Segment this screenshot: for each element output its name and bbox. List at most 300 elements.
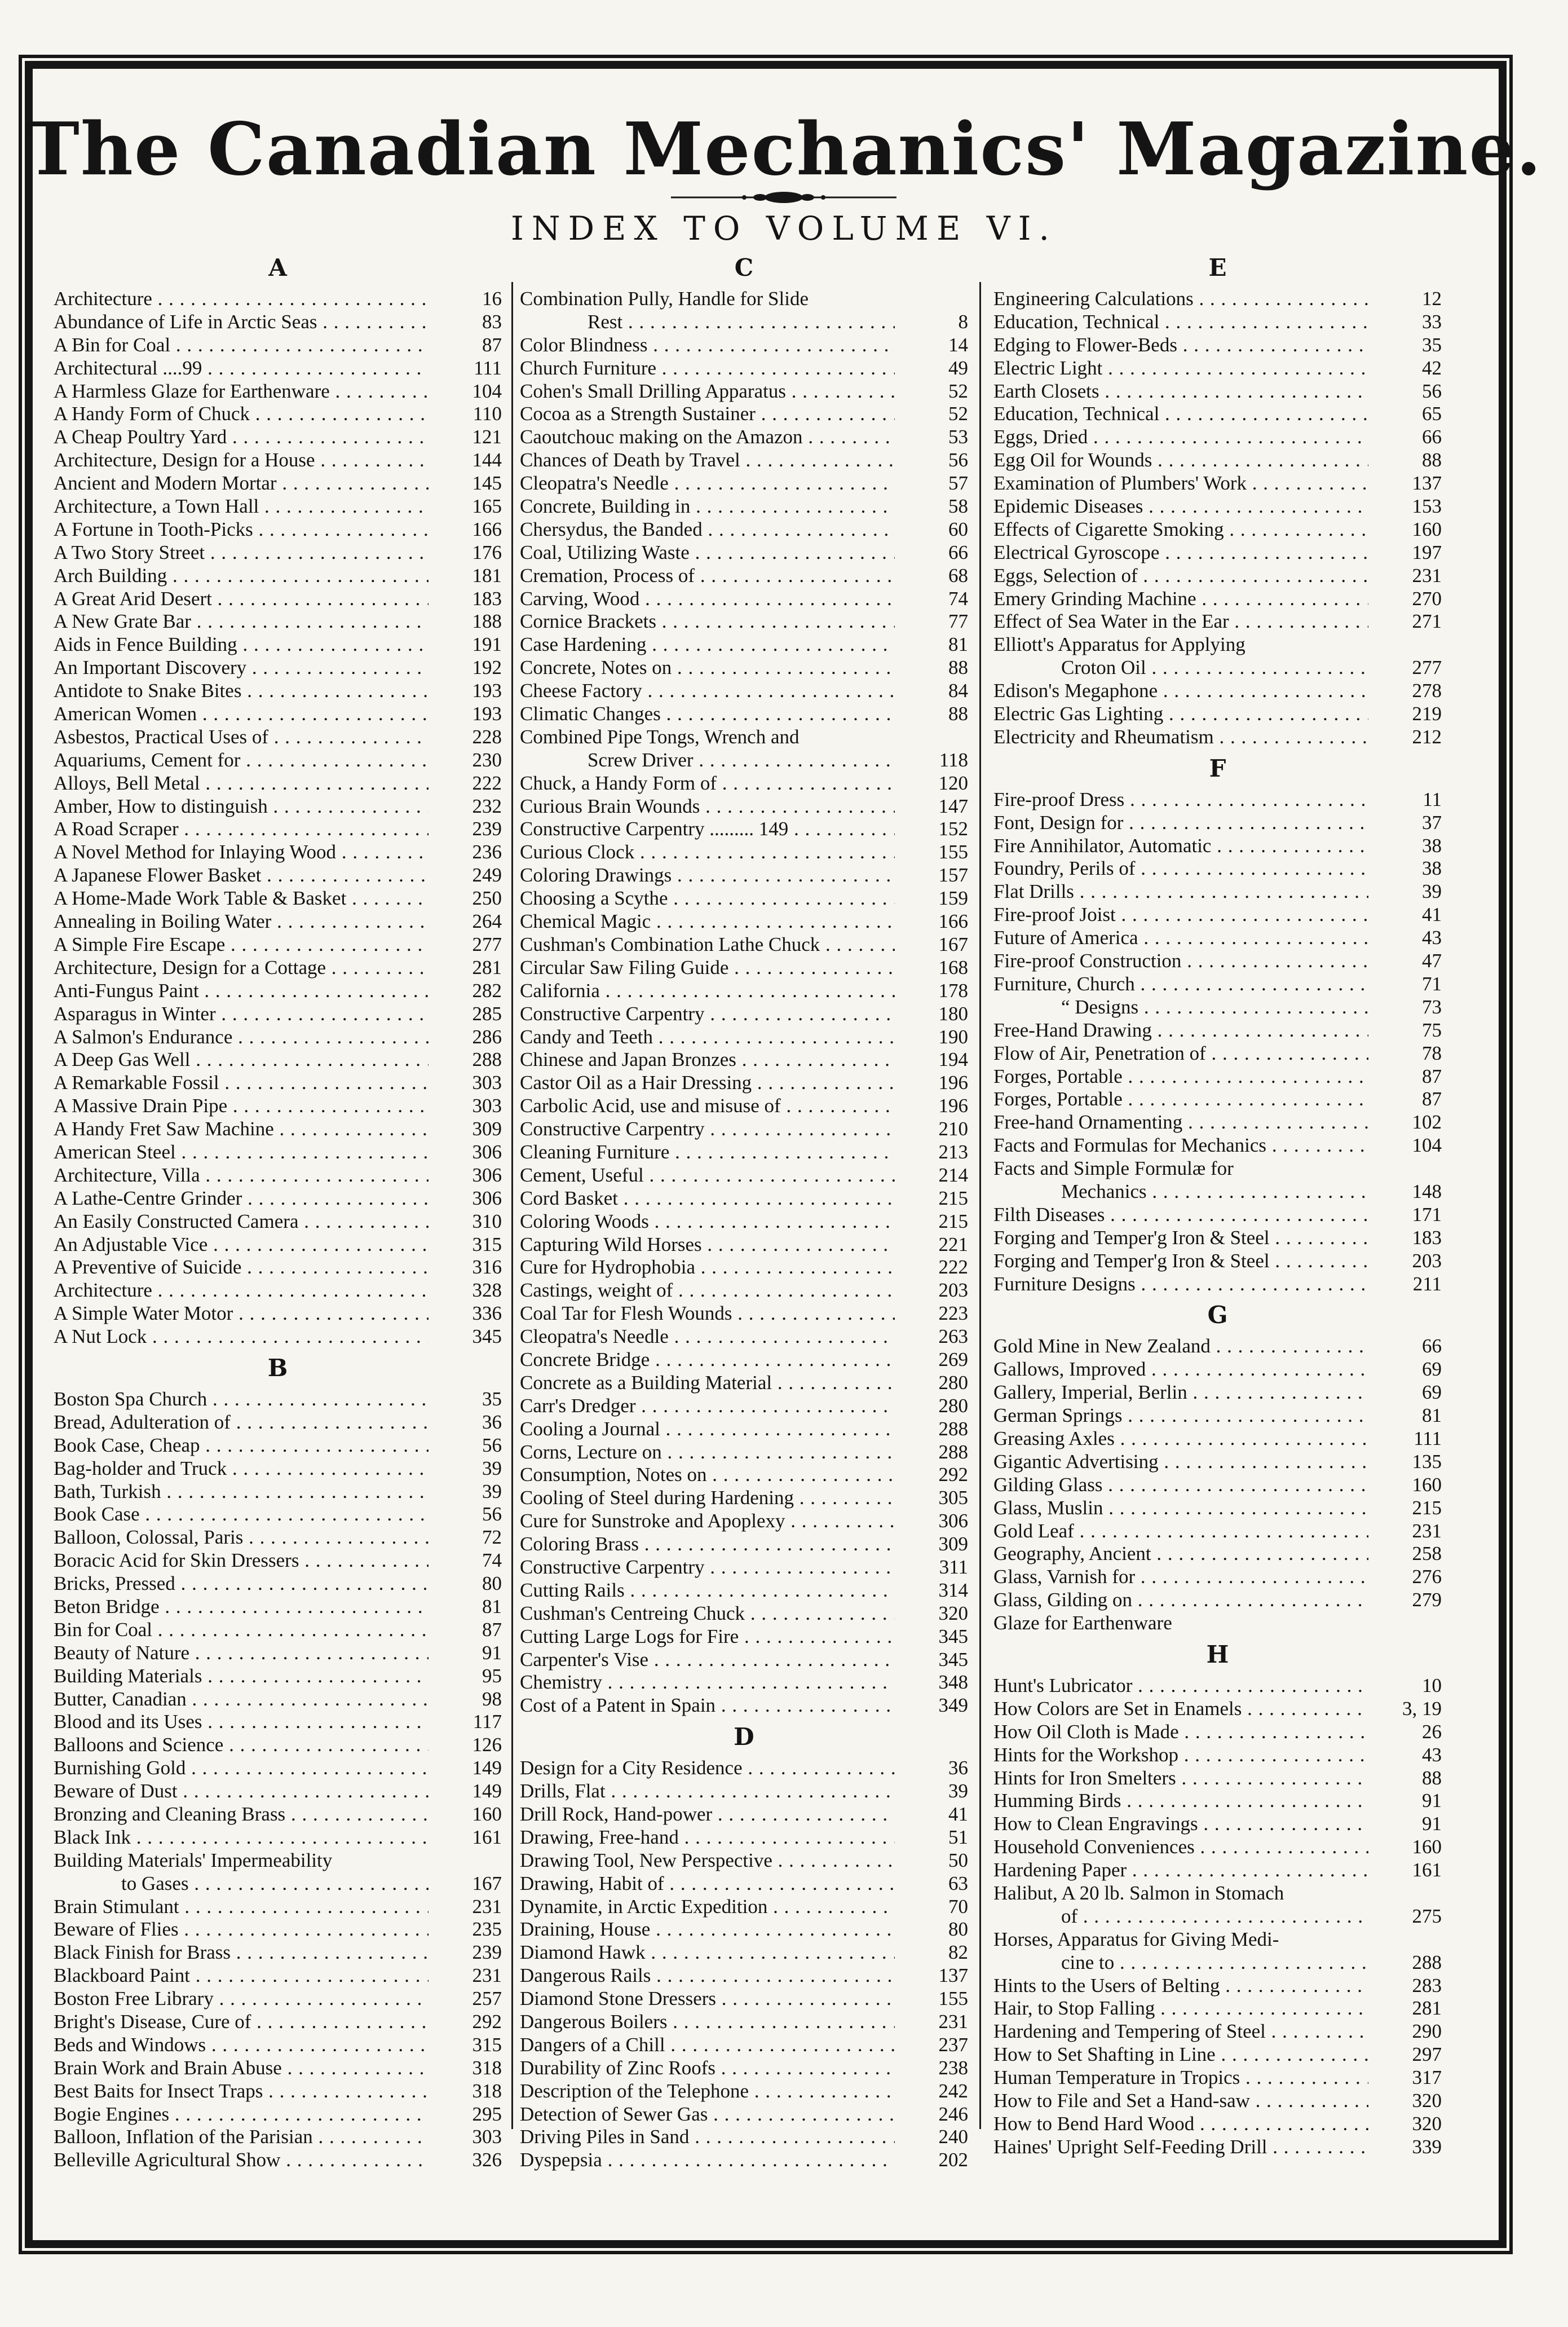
entry-title: How to Set Shafting in Line . . . bbox=[993, 2043, 1368, 2066]
entry-page-number: 10 bbox=[1422, 1674, 1442, 1696]
index-entry bbox=[520, 426, 968, 449]
index-entry bbox=[54, 380, 502, 403]
index-entry bbox=[993, 2113, 1442, 2136]
index-entry bbox=[993, 1975, 1442, 1998]
index-entry bbox=[54, 610, 502, 633]
entry-page-number: 36 bbox=[482, 1411, 502, 1433]
index-entry bbox=[520, 1372, 968, 1395]
entry-page-number: 98 bbox=[482, 1687, 502, 1710]
entry-page-number: 183 bbox=[472, 587, 502, 610]
entry-page-number: 285 bbox=[472, 1002, 502, 1025]
entry-page-number: 191 bbox=[472, 633, 502, 656]
entry-page-number: 160 bbox=[1412, 1473, 1442, 1496]
index-entry bbox=[993, 788, 1442, 812]
entry-title: Bin for Coal . . . bbox=[54, 1619, 429, 1642]
entry-title: Brain Stimulant . . . bbox=[54, 1896, 429, 1919]
entry-page-number: 167 bbox=[472, 1872, 502, 1894]
entry-title: Concrete as a Building Material . . . bbox=[520, 1372, 895, 1395]
index-entry bbox=[520, 1918, 968, 1941]
index-entry bbox=[520, 1072, 968, 1095]
index-entry bbox=[54, 2103, 502, 2126]
entry-title: Best Baits for Insect Traps . . . bbox=[54, 2080, 429, 2103]
entry-title: Architectural ....99 . . . bbox=[54, 357, 429, 380]
index-entry bbox=[520, 1233, 968, 1257]
index-entry bbox=[520, 1210, 968, 1233]
entry-page-number: 11 bbox=[1423, 788, 1442, 810]
entry-title: Chuck, a Handy Form of . . . bbox=[520, 772, 895, 795]
entry-title: Foundry, Perils of . . . bbox=[993, 857, 1368, 880]
entry-title: A Novel Method for Inlaying Wood . . . bbox=[54, 841, 429, 864]
entry-page-number: 69 bbox=[1422, 1381, 1442, 1404]
entry-title: cine to . . . bbox=[1061, 1951, 1368, 1975]
entry-title: Electric Light . . . bbox=[993, 357, 1368, 380]
entry-page-number: 135 bbox=[1412, 1450, 1442, 1473]
entry-page-number: 35 bbox=[482, 1387, 502, 1410]
entry-page-number: 193 bbox=[472, 703, 502, 725]
entry-page-number: 147 bbox=[938, 795, 968, 817]
entry-page-number: 203 bbox=[938, 1279, 968, 1302]
entry-title: Cement, Useful . . . bbox=[520, 1164, 895, 1187]
entry-page-number: 215 bbox=[938, 1187, 968, 1209]
index-entry bbox=[993, 996, 1442, 1019]
entry-title: How Colors are Set in Enamels . . . bbox=[993, 1698, 1368, 1721]
entry-title: A New Grate Bar . . . bbox=[54, 610, 429, 633]
entry-page-number: 320 bbox=[1412, 2090, 1442, 2112]
index-entry bbox=[520, 1780, 968, 1803]
entry-title: Electric Gas Lighting . . . bbox=[993, 703, 1368, 726]
entry-title: Furniture Designs . . . bbox=[993, 1273, 1368, 1296]
index-entry bbox=[520, 980, 968, 1003]
index-entry bbox=[54, 1411, 502, 1434]
entry-page-number: 63 bbox=[948, 1872, 968, 1894]
index-entry bbox=[520, 1279, 968, 1302]
entry-title: Chinese and Japan Bronzes . . . bbox=[520, 1048, 895, 1072]
entry-page-number: 237 bbox=[938, 2033, 968, 2056]
entry-title: Butter, Canadian . . . bbox=[54, 1688, 429, 1711]
entry-title: Fire-proof Construction . . . bbox=[993, 950, 1368, 973]
entry-page-number: 263 bbox=[938, 1325, 968, 1348]
index-entry bbox=[520, 2011, 968, 2034]
entry-page-number: 239 bbox=[472, 818, 502, 840]
entry-page-number: 210 bbox=[938, 1118, 968, 1140]
entry-page-number: 80 bbox=[482, 1572, 502, 1595]
entry-title: Alloys, Bell Metal . . . bbox=[54, 772, 429, 795]
index-entry bbox=[54, 2034, 502, 2057]
entry-title: Cleaning Furniture . . . bbox=[520, 1141, 895, 1164]
entry-page-number: 74 bbox=[482, 1549, 502, 1572]
entry-title: Cutting Rails . . . bbox=[520, 1579, 895, 1602]
index-entry bbox=[54, 334, 502, 357]
index-entry bbox=[993, 1698, 1442, 1721]
index-entry bbox=[993, 1859, 1442, 1882]
index-entry bbox=[993, 1882, 1442, 1905]
entry-title: Carr's Dredger . . . bbox=[520, 1395, 895, 1418]
entry-title: Flow of Air, Penetration of . . . bbox=[993, 1042, 1368, 1065]
entry-title: Hints for Iron Smelters . . . bbox=[993, 1767, 1368, 1790]
index-entry bbox=[520, 449, 968, 472]
entry-page-number: 95 bbox=[482, 1664, 502, 1687]
index-entry bbox=[54, 2149, 502, 2172]
index-entry bbox=[993, 403, 1442, 426]
entry-page-number: 42 bbox=[1422, 356, 1442, 379]
index-entry bbox=[520, 588, 968, 611]
entry-title: Hair, to Stop Falling . . . bbox=[993, 1997, 1368, 2020]
entry-title: Concrete, Notes on . . . bbox=[520, 656, 895, 680]
index-entry bbox=[520, 2103, 968, 2126]
index-entry bbox=[520, 1325, 968, 1348]
entry-title: Haines' Upright Self-Feeding Drill . . . bbox=[993, 2136, 1368, 2159]
index-entry bbox=[993, 311, 1442, 334]
entry-title: Constructive Carpentry . . . bbox=[520, 1556, 895, 1579]
index-entry bbox=[54, 1164, 502, 1187]
entry-page-number: 87 bbox=[482, 1618, 502, 1641]
entry-title: Glass, Gilding on . . . bbox=[993, 1589, 1368, 1612]
entry-page-number: 72 bbox=[482, 1526, 502, 1549]
index-entry bbox=[54, 1803, 502, 1826]
index-entry bbox=[993, 1905, 1442, 1928]
entry-title: Beton Bridge . . . bbox=[54, 1596, 429, 1619]
entry-title: Eggs, Selection of . . . bbox=[993, 565, 1368, 588]
entry-page-number: 283 bbox=[1412, 1974, 1442, 1997]
entry-page-number: 281 bbox=[1412, 1997, 1442, 2020]
entry-title: Concrete Bridge . . . bbox=[520, 1348, 895, 1372]
entry-title: Beware of Dust . . . bbox=[54, 1780, 429, 1803]
index-entry bbox=[54, 1964, 502, 1987]
index-entry bbox=[54, 472, 502, 495]
index-entry bbox=[520, 472, 968, 495]
entry-page-number: 232 bbox=[472, 795, 502, 817]
entry-title: Forging and Temper'g Iron & Steel . . . bbox=[993, 1227, 1368, 1250]
entry-title: Horses, Apparatus for Giving Medi- bbox=[993, 1928, 1279, 1950]
entry-title: Cremation, Process of . . . bbox=[520, 565, 895, 588]
entry-page-number: 120 bbox=[938, 772, 968, 794]
section-letter-c: C bbox=[734, 254, 754, 281]
index-entry bbox=[993, 1088, 1442, 1111]
entry-title: Coal, Utilizing Waste . . . bbox=[520, 541, 895, 565]
entry-title: Architecture, Design for a Cottage . . . bbox=[54, 957, 429, 980]
entry-title: Bag-holder and Truck . . . bbox=[54, 1457, 429, 1480]
entry-title: Curious Brain Wounds . . . bbox=[520, 795, 895, 818]
entry-title: Diamond Stone Dressers . . . bbox=[520, 1987, 895, 2011]
index-entry bbox=[993, 1358, 1442, 1381]
entry-page-number: 286 bbox=[472, 1025, 502, 1048]
index-entry bbox=[520, 864, 968, 887]
index-entry bbox=[54, 957, 502, 980]
entry-title: An Adjustable Vice . . . bbox=[54, 1233, 429, 1257]
index-entry bbox=[520, 1602, 968, 1625]
entry-title: Fire-proof Joist . . . bbox=[993, 904, 1368, 927]
entry-title: Aquariums, Cement for . . . bbox=[54, 749, 429, 772]
index-entry bbox=[54, 1118, 502, 1141]
index-entry bbox=[993, 518, 1442, 541]
entry-title: A Deep Gas Well . . . bbox=[54, 1048, 429, 1072]
entry-title: “ Designs . . . bbox=[1061, 996, 1368, 1019]
entry-title: Draining, House . . . bbox=[520, 1918, 895, 1941]
entry-title: Greasing Axles . . . bbox=[993, 1427, 1368, 1451]
entry-title: Cure for Hydrophobia . . . bbox=[520, 1256, 895, 1279]
entry-page-number: 280 bbox=[938, 1394, 968, 1417]
entry-title: Cushman's Combination Lathe Chuck . . . bbox=[520, 933, 895, 957]
index-entry bbox=[520, 518, 968, 541]
entry-page-number: 8 bbox=[958, 310, 968, 333]
entry-title: Chersydus, the Banded . . . bbox=[520, 518, 895, 541]
entry-page-number: 58 bbox=[948, 495, 968, 518]
entry-title: A Cheap Poultry Yard . . . bbox=[54, 426, 429, 449]
index-entry bbox=[993, 1134, 1442, 1157]
entry-page-number: 144 bbox=[472, 449, 502, 471]
index-entry bbox=[54, 1480, 502, 1504]
entry-title: Flat Drills . . . bbox=[993, 880, 1368, 904]
index-entry bbox=[54, 1572, 502, 1596]
index-entry bbox=[520, 841, 968, 864]
entry-page-number: 238 bbox=[938, 2056, 968, 2079]
entry-title: Diamond Hawk . . . bbox=[520, 1941, 895, 1964]
index-entry bbox=[993, 1042, 1442, 1065]
entry-title: Hardening Paper . . . bbox=[993, 1859, 1368, 1882]
entry-title: Gigantic Advertising . . . bbox=[993, 1451, 1368, 1474]
entry-title: Gilding Glass . . . bbox=[993, 1474, 1368, 1497]
index-entry bbox=[993, 1227, 1442, 1250]
entry-title: Abundance of Life in Arctic Seas . . . bbox=[54, 311, 429, 334]
entry-title: Cushman's Centreing Chuck . . . bbox=[520, 1602, 895, 1625]
index-entry bbox=[993, 1157, 1442, 1180]
index-entry bbox=[520, 1048, 968, 1072]
entry-page-number: 81 bbox=[1422, 1404, 1442, 1427]
entry-title: Balloons and Science . . . bbox=[54, 1734, 429, 1757]
entry-page-number: 56 bbox=[482, 1434, 502, 1456]
entry-title: Filth Diseases . . . bbox=[993, 1204, 1368, 1227]
index-entry bbox=[520, 541, 968, 565]
entry-page-number: 303 bbox=[472, 1095, 502, 1117]
index-entry bbox=[520, 1896, 968, 1919]
index-entry bbox=[54, 1987, 502, 2011]
entry-title: Hints to the Users of Belting . . . bbox=[993, 1975, 1368, 1998]
entry-page-number: 316 bbox=[472, 1256, 502, 1279]
entry-page-number: 203 bbox=[1412, 1249, 1442, 1272]
entry-title: A Two Story Street . . . bbox=[54, 541, 429, 565]
entry-title: Cooling of Steel during Hardening . . . bbox=[520, 1487, 895, 1510]
entry-page-number: 104 bbox=[1412, 1134, 1442, 1157]
entry-title: Candy and Teeth . . . bbox=[520, 1026, 895, 1049]
entry-page-number: 3, 19 bbox=[1402, 1697, 1442, 1720]
entry-page-number: 295 bbox=[472, 2103, 502, 2125]
index-entry bbox=[54, 1665, 502, 1688]
entry-page-number: 16 bbox=[482, 288, 502, 310]
index-entry bbox=[993, 726, 1442, 749]
entry-title: Human Temperature in Tropics . . . bbox=[993, 2066, 1368, 2090]
entry-page-number: 339 bbox=[1412, 2135, 1442, 2158]
entry-title: Cutting Large Logs for Fire . . . bbox=[520, 1625, 895, 1649]
index-entry bbox=[993, 1790, 1442, 1813]
entry-title: Screw Driver . . . bbox=[588, 749, 895, 772]
entry-page-number: 288 bbox=[938, 1417, 968, 1440]
entry-title: German Springs . . . bbox=[993, 1404, 1368, 1427]
entry-page-number: 66 bbox=[1422, 1335, 1442, 1358]
index-entry bbox=[520, 2057, 968, 2080]
entry-title: A Home-Made Work Table & Basket . . . bbox=[54, 887, 429, 910]
entry-title: American Steel . . . bbox=[54, 1141, 429, 1164]
entry-page-number: 168 bbox=[938, 956, 968, 979]
entry-title: Brain Work and Brain Abuse . . . bbox=[54, 2057, 429, 2080]
entry-page-number: 231 bbox=[472, 1895, 502, 1918]
index-entry bbox=[993, 1381, 1442, 1404]
entry-page-number: 183 bbox=[1412, 1226, 1442, 1249]
entry-title: Electrical Gyroscope . . . bbox=[993, 541, 1368, 565]
index-entry bbox=[520, 703, 968, 726]
entry-page-number: 242 bbox=[938, 2079, 968, 2102]
entry-page-number: 181 bbox=[472, 564, 502, 587]
entry-page-number: 230 bbox=[472, 748, 502, 771]
index-entry bbox=[520, 680, 968, 703]
entry-page-number: 80 bbox=[948, 1918, 968, 1941]
index-entry bbox=[520, 1510, 968, 1533]
entry-page-number: 52 bbox=[948, 380, 968, 402]
index-entry bbox=[520, 357, 968, 380]
entry-page-number: 202 bbox=[938, 2149, 968, 2171]
index-entry bbox=[54, 680, 502, 703]
entry-title: Bath, Turkish . . . bbox=[54, 1480, 429, 1504]
index-entry bbox=[54, 1141, 502, 1164]
entry-title: Book Case . . . bbox=[54, 1503, 429, 1526]
entry-title: A Handy Form of Chuck . . . bbox=[54, 403, 429, 426]
entry-page-number: 310 bbox=[472, 1210, 502, 1232]
entry-title: Croton Oil . . . bbox=[1061, 656, 1368, 680]
entry-page-number: 257 bbox=[472, 1987, 502, 2010]
entry-title: Building Materials . . . bbox=[54, 1665, 429, 1688]
entry-title: Constructive Carpentry ......... 149 . . . bbox=[520, 818, 895, 841]
entry-page-number: 271 bbox=[1412, 610, 1442, 633]
entry-page-number: 148 bbox=[1412, 1180, 1442, 1202]
entry-page-number: 53 bbox=[948, 426, 968, 448]
entry-page-number: 282 bbox=[472, 979, 502, 1002]
entry-title: of . . . bbox=[1061, 1905, 1368, 1928]
entry-page-number: 171 bbox=[1412, 1203, 1442, 1226]
entry-page-number: 277 bbox=[1412, 656, 1442, 679]
entry-title: Gold Leaf . . . bbox=[993, 1520, 1368, 1543]
entry-page-number: 41 bbox=[948, 1803, 968, 1825]
entry-title: Dynamite, in Arctic Expedition . . . bbox=[520, 1896, 895, 1919]
entry-page-number: 81 bbox=[948, 633, 968, 656]
entry-title: Beauty of Nature . . . bbox=[54, 1642, 429, 1665]
entry-page-number: 38 bbox=[1422, 857, 1442, 880]
entry-page-number: 60 bbox=[948, 518, 968, 540]
index-entry bbox=[993, 680, 1442, 703]
index-entry bbox=[993, 2020, 1442, 2043]
entry-title: How to Bend Hard Wood . . . bbox=[993, 2113, 1368, 2136]
index-entry bbox=[520, 1694, 968, 1717]
index-entry bbox=[993, 357, 1442, 380]
entry-page-number: 161 bbox=[1412, 1859, 1442, 1881]
index-entry bbox=[520, 1803, 968, 1826]
index-entry bbox=[520, 403, 968, 426]
entry-title: Effect of Sea Water in the Ear . . . bbox=[993, 610, 1368, 633]
entry-page-number: 65 bbox=[1422, 403, 1442, 425]
entry-title: Edison's Megaphone . . . bbox=[993, 680, 1368, 703]
entry-page-number: 306 bbox=[472, 1187, 502, 1209]
index-entry bbox=[54, 1918, 502, 1941]
index-entry bbox=[993, 973, 1442, 996]
entry-title: Rest . . . bbox=[588, 311, 895, 334]
index-entry bbox=[54, 841, 502, 864]
entry-title: Case Hardening . . . bbox=[520, 633, 895, 656]
entry-page-number: 91 bbox=[482, 1641, 502, 1664]
entry-title: Forging and Temper'g Iron & Steel . . . bbox=[993, 1250, 1368, 1273]
index-entry bbox=[993, 1335, 1442, 1358]
index-entry bbox=[993, 1111, 1442, 1134]
index-entry bbox=[54, 1642, 502, 1665]
entry-page-number: 56 bbox=[482, 1503, 502, 1526]
index-entry bbox=[520, 933, 968, 957]
entry-page-number: 318 bbox=[472, 2079, 502, 2102]
entry-page-number: 160 bbox=[1412, 1836, 1442, 1858]
index-entry bbox=[54, 864, 502, 887]
index-entry bbox=[54, 426, 502, 449]
entry-page-number: 166 bbox=[472, 518, 502, 540]
index-entry bbox=[520, 1003, 968, 1026]
entry-page-number: 211 bbox=[1412, 1272, 1442, 1295]
entry-title: Burnishing Gold . . . bbox=[54, 1757, 429, 1780]
index-entry bbox=[54, 1457, 502, 1480]
index-entry bbox=[54, 1619, 502, 1642]
index-entry bbox=[520, 1118, 968, 1141]
entry-page-number: 51 bbox=[948, 1826, 968, 1848]
index-entry bbox=[520, 334, 968, 357]
index-entry bbox=[54, 2126, 502, 2149]
index-entry bbox=[54, 1503, 502, 1526]
index-entry bbox=[54, 2057, 502, 2080]
entry-page-number: 288 bbox=[472, 1048, 502, 1071]
index-entry bbox=[54, 703, 502, 726]
index-entry bbox=[993, 1404, 1442, 1427]
entry-title: Drawing, Habit of . . . bbox=[520, 1872, 895, 1896]
entry-title: Black Finish for Brass . . . bbox=[54, 1941, 429, 1964]
entry-title: Hardening and Tempering of Steel . . . bbox=[993, 2020, 1368, 2043]
index-entry bbox=[54, 1549, 502, 1572]
index-entry bbox=[520, 887, 968, 910]
entry-title: Eggs, Dried . . . bbox=[993, 426, 1368, 449]
entry-title: Circular Saw Filing Guide . . . bbox=[520, 957, 895, 980]
index-entry bbox=[520, 2149, 968, 2172]
entry-title: How to Clean Engravings . . . bbox=[993, 1813, 1368, 1836]
entry-title: Examination of Plumbers' Work . . . bbox=[993, 472, 1368, 495]
index-entry bbox=[54, 1941, 502, 1964]
index-entry bbox=[54, 772, 502, 795]
entry-title: How to File and Set a Hand-saw . . . bbox=[993, 2090, 1368, 2113]
index-entry bbox=[993, 1836, 1442, 1859]
entry-title: Coloring Brass . . . bbox=[520, 1533, 895, 1556]
index-entry bbox=[520, 1671, 968, 1694]
index-entry bbox=[993, 1180, 1442, 1204]
entry-title: Carbolic Acid, use and misuse of . . . bbox=[520, 1095, 895, 1118]
index-entry bbox=[993, 1951, 1442, 1975]
entry-title: Drills, Flat . . . bbox=[520, 1780, 895, 1803]
index-column-3 bbox=[993, 248, 1442, 2159]
entry-page-number: 77 bbox=[948, 610, 968, 633]
index-entry bbox=[993, 588, 1442, 611]
entry-page-number: 345 bbox=[472, 1325, 502, 1348]
index-entry bbox=[993, 1589, 1442, 1612]
index-entry bbox=[520, 795, 968, 818]
index-entry bbox=[54, 1210, 502, 1233]
entry-page-number: 288 bbox=[938, 1440, 968, 1463]
entry-title: Future of America . . . bbox=[993, 927, 1368, 950]
entry-page-number: 102 bbox=[1412, 1111, 1442, 1134]
index-entry bbox=[993, 1997, 1442, 2020]
entry-title: Blood and its Uses . . . bbox=[54, 1711, 429, 1734]
entry-page-number: 231 bbox=[1412, 564, 1442, 587]
entry-page-number: 194 bbox=[938, 1048, 968, 1071]
entry-title: Hints for the Workshop . . . bbox=[993, 1744, 1368, 1767]
